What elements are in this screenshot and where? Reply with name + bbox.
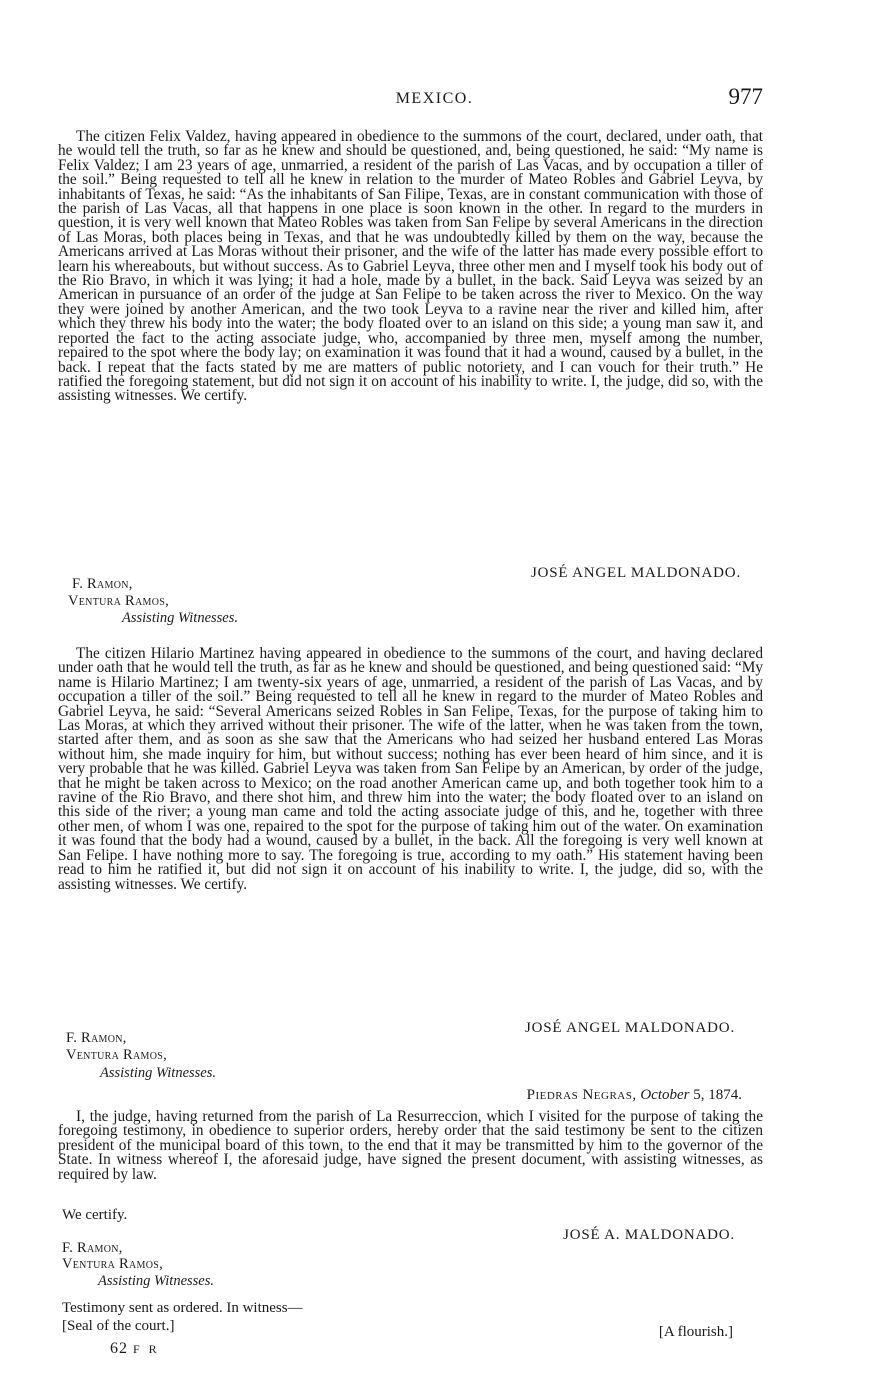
dateline-place: Piedras Negras, — [526, 1087, 637, 1103]
running-title: MEXICO. — [395, 90, 474, 107]
page-number: 977 — [728, 84, 763, 109]
witness-role: Assisting Witnesses. — [100, 1065, 217, 1081]
witness-name: F. Ramon, — [72, 576, 133, 592]
we-certify: We certify. — [62, 1207, 128, 1223]
witness-name: Ventura Ramos, — [68, 593, 170, 609]
testimony-sent-line: Testimony sent as ordered. In witness— — [62, 1300, 303, 1316]
witness-name: Ventura Ramos, — [66, 1047, 168, 1063]
page-header — [0, 84, 869, 114]
dateline-month: October — [640, 1087, 690, 1103]
judge-signature: JOSÉ ANGEL MALDONADO. — [525, 1020, 735, 1036]
testimony-felix-valdez: The citizen Felix Valdez, having appeared in obedience to the summons of the court, declared, under oath, that he would tell the truth, so far as he knew and should be questioned, and, being questioned, he said: “My name is Felix Valdez; I am 23 years of age, unmarried, a resident of the parish of Las Vacas, and by occupation a tiller of the soil.” Being requested to tell all he knew in relation to the murder of Mateo Robles and Gabriel Leyva, by inhabitants of Texas, he said: “As the inhabitants of San Filipe, Texas, are in constant communication with those of the parish of Las Vacas, all that happens in one place is soon known in the other. In regard to the murders in question, it is very well known that Mateo Robles was taken from San Felipe by several Americans in the direction of Las Moras, both places being in Texas, and that he was undoubtedly killed by them on the way, because the Americans arrived at Las Moras without their prisoner, and the wife of the latter has made every possible effort to learn his whereabouts, but without success. As to Gabriel Leyva, three other men and I myself took his body out of the Rio Bravo, in which it was lying; it had a hole, made by a bullet, in the back. Said Leyva was seized by an American in pursuance of an order of the judge at San Felipe to be taken across the river to Mexico. On the way they were joined by another American, and the two took Leyva to a ravine near the river and killed him, after which they threw his body into the water; the body floated over to an island on this side; a young man saw it, and reported the fact to the acting associate judge, who, accompanied by three men, myself among the number, repaired to the spot where the body lay; on examination it was found that it had a wound, caused by a bullet, in the back. I repeat that the facts stated by me are matters of public notoriety, and I can vouch for their truth.” He ratified the foregoing statement, but did not sign it on account of his inability to write. I, the judge, did so, with the assisting witnesses. We certify. — [58, 128, 763, 405]
witness-name: F. Ramon, — [62, 1240, 123, 1256]
dateline-day-year: 5, 1874. — [693, 1087, 742, 1103]
testimony-hilario-martinez: The citizen Hilario Martinez having appeared in obedience to the summons of the court, and having declared under oath that he would tell the truth, as far as he knew and should be questioned, and being questioned said: “My name is Hilario Martinez; I am twenty-six years of age, unmarried, a resident of the parish of Las Vacas, and by occupation a tiller of the soil.” Being requested to tell all he knew in regard to the murder of Mateo Robles and Gabriel Leyva, he said: “Several Americans seized Robles in San Felipe, Texas, for the purpose of taking him to Las Moras, at which they arrived without their prisoner. The wife of the latter, when he was taken from the town, started after them, and as soon as she saw that the Americans who had seized her husband entered Las Moras without him, she made inquiry for him, but without success; nothing has ever been heard of him since, and it is very probable that he was killed. Gabriel Leyva was taken from San Felipe by an American, by order of the judge, that he might be taken across to Mexico; on the road another American came up, and both together took him to a ravine of the Rio Bravo, and there shot him, and threw him into the water; the body floated over to an island on this side of the river; a young man came and told the acting associate judge of this, and he, together with three other men, of whom I was one, repaired to the spot for the purpose of taking him out of the water. On examination it was found that the body had a wound, caused by a bullet, in the back. All the foregoing is very well known at San Felipe. I have nothing more to say. The foregoing is true, according to my oath.” His statement having been read to him he ratified it, but did not sign it on account of his inability to write. I, the judge, did so, with the assisting witnesses. We certify. — [58, 645, 763, 893]
signature-mark-number: 62 — [110, 1340, 128, 1357]
witness-role: Assisting Witnesses. — [122, 610, 239, 626]
dateline — [527, 1087, 742, 1104]
witness-name: Ventura Ramos, — [62, 1256, 164, 1272]
signature-mark-letters: F R — [133, 1342, 160, 1356]
judge-order: I, the judge, having returned from the parish of La Resurreccion, which I visited for the purpose of taking the foregoing testimony, in obedience to superior orders, hereby order that the said testimony be sent to the citizen president of the municipal board of this town, to the end that it may be transmitted by him to the governor of the State. In witness whereof I, the aforesaid judge, have signed the present document, with assisting witnesses, as required by law. — [58, 1108, 763, 1183]
flourish-note: [A flourish.] — [658, 1324, 733, 1340]
witness-name: F. Ramon, — [66, 1030, 127, 1046]
judge-signature: JOSÉ A. MALDONADO. — [563, 1227, 735, 1243]
witness-role: Assisting Witnesses. — [98, 1273, 215, 1289]
printer-signature-mark — [110, 1340, 160, 1358]
seal-of-court: [Seal of the court.] — [62, 1318, 175, 1334]
judge-signature: JOSÉ ANGEL MALDONADO. — [531, 565, 741, 581]
